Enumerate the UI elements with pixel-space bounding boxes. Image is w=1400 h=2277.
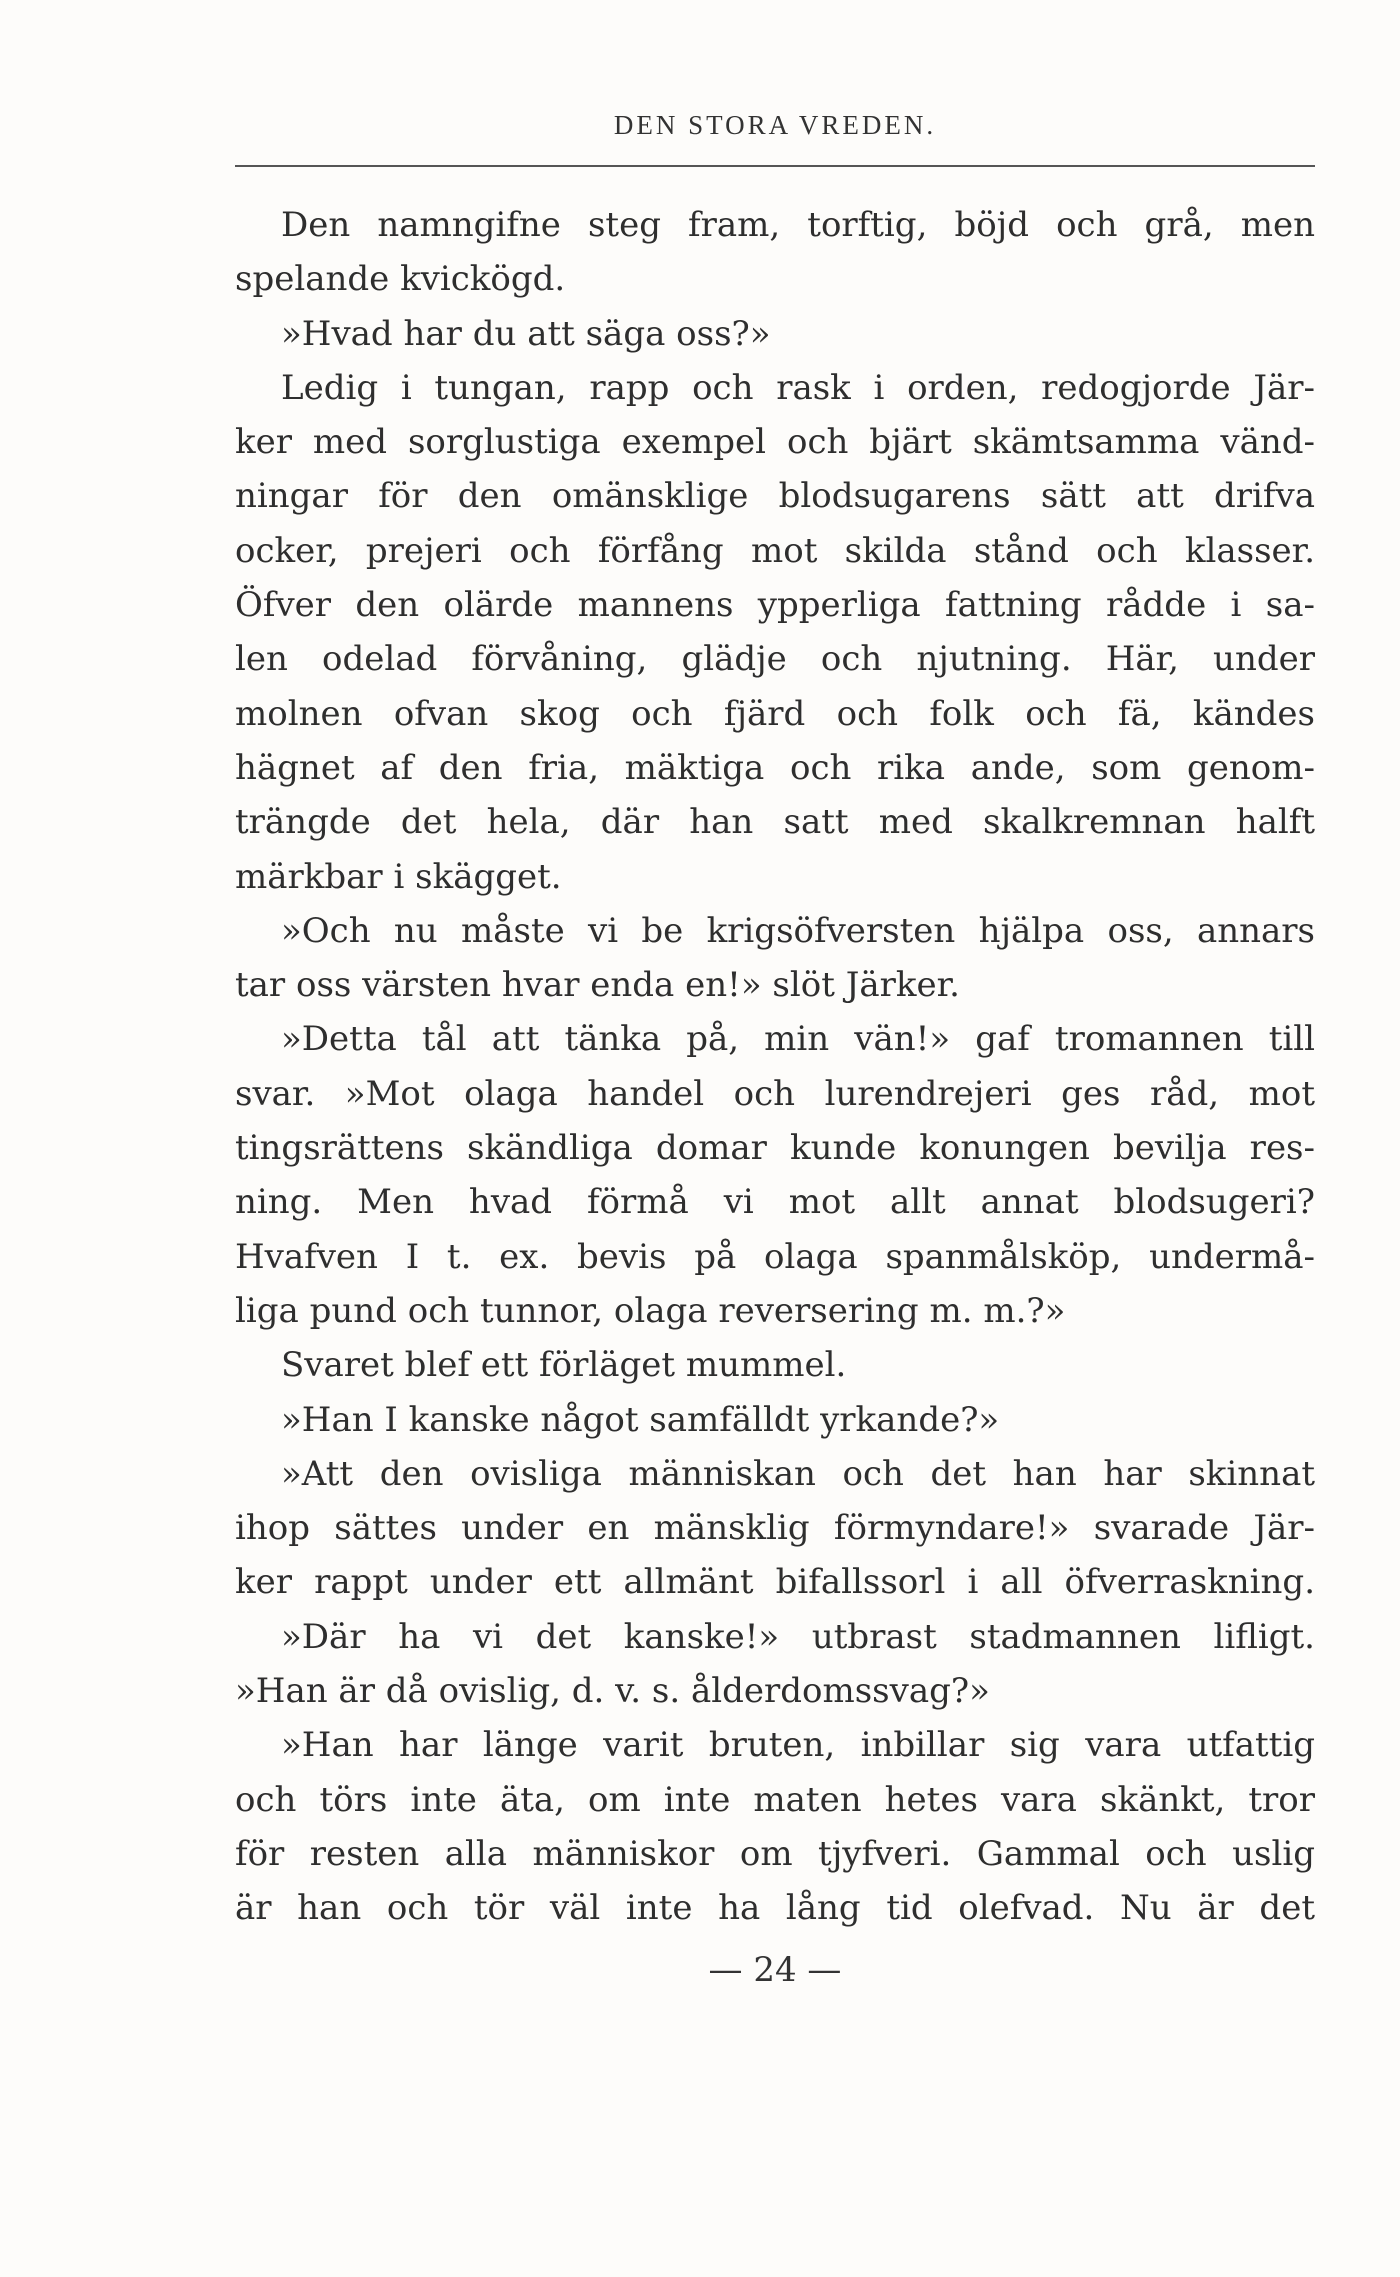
header-rule	[235, 165, 1315, 167]
text-line: märkbar i skägget.	[235, 856, 562, 897]
text-line: trängde det hela, där han satt med skalkremnan halft	[235, 802, 1315, 843]
text-line: Öfver den olärde mannens ypperliga fattning rådde i sa-	[235, 585, 1315, 626]
text-line: Den namngifne steg fram, torftig, böjd och grå, men	[281, 205, 1315, 245]
text-line: svar. »Mot olaga handel och lurendrejeri ges råd, mot	[235, 1073, 1315, 1114]
text-line: »Att den ovisliga människan och det han har skinnat	[281, 1453, 1315, 1494]
text-line: Hvafven I t. ex. bevis på olaga spanmålsköp, undermå-	[235, 1236, 1315, 1277]
text-line: tar oss värsten hvar enda en!» slöt Järker.	[235, 965, 960, 1006]
text-line: »Och nu måste vi be krigsöfversten hjälpa oss, annars	[281, 910, 1315, 951]
text-line: hägnet af den fria, mäktiga och rika ande, som genom-	[235, 747, 1315, 788]
text-line: »Han har länge varit bruten, inbillar sig vara utfattig	[281, 1725, 1315, 1766]
text-line: »Hvad har du att säga oss?»	[281, 313, 771, 354]
text-line: ningar för den omänsklige blodsugarens sätt att drifva	[235, 476, 1315, 517]
text-line: ihop sättes under en mänsklig förmyndare!» svarade Jär-	[235, 1508, 1315, 1549]
text-line: för resten alla människor om tjyfveri. Gammal och uslig	[235, 1833, 1315, 1874]
text-line: liga pund och tunnor, olaga reversering m. m.?»	[235, 1290, 1066, 1331]
text-line: molnen ofvan skog och fjärd och folk och fä, kändes	[235, 693, 1315, 734]
text-line: ning. Men hvad förmå vi mot allt annat blodsugeri?	[235, 1182, 1315, 1223]
text-line: ker rappt under ett allmänt bifallssorl i all öfverraskning.	[235, 1562, 1315, 1603]
text-line: »Där ha vi det kanske!» utbrast stadmannen lifligt.	[281, 1616, 1315, 1657]
text-line: »Han I kanske något samfälldt yrkande?»	[281, 1399, 1000, 1440]
text-line: len odelad förvåning, glädje och njutning. Här, under	[235, 639, 1315, 680]
text-line: spelande kvickögd.	[235, 259, 566, 300]
text-line: och törs inte äta, om inte maten hetes vara skänkt, tror	[235, 1779, 1315, 1820]
page-number: — 24 —	[708, 1950, 842, 1990]
text-line: »Han är då ovislig, d. v. s. ålderdomssvag?»	[235, 1671, 990, 1712]
body-text	[235, 198, 1315, 1936]
text-line: ocker, prejeri och förfång mot skilda stånd och klasser.	[235, 530, 1315, 571]
text-line: Svaret blef ett förläget mummel.	[281, 1345, 847, 1386]
text-line: ker med sorglustiga exempel och bjärt skämtsamma vänd-	[235, 422, 1315, 463]
running-head: DEN STORA VREDEN.	[613, 110, 937, 140]
text-line: tingsrättens skändliga domar kunde konungen bevilja res-	[235, 1128, 1315, 1169]
text-line: är han och tör väl inte ha lång tid olefvad. Nu är det	[235, 1888, 1315, 1929]
text-line: »Detta tål att tänka på, min vän!» gaf tromannen till	[281, 1019, 1315, 1060]
text-line: Ledig i tungan, rapp och rask i orden, redogjorde Jär-	[281, 367, 1315, 408]
